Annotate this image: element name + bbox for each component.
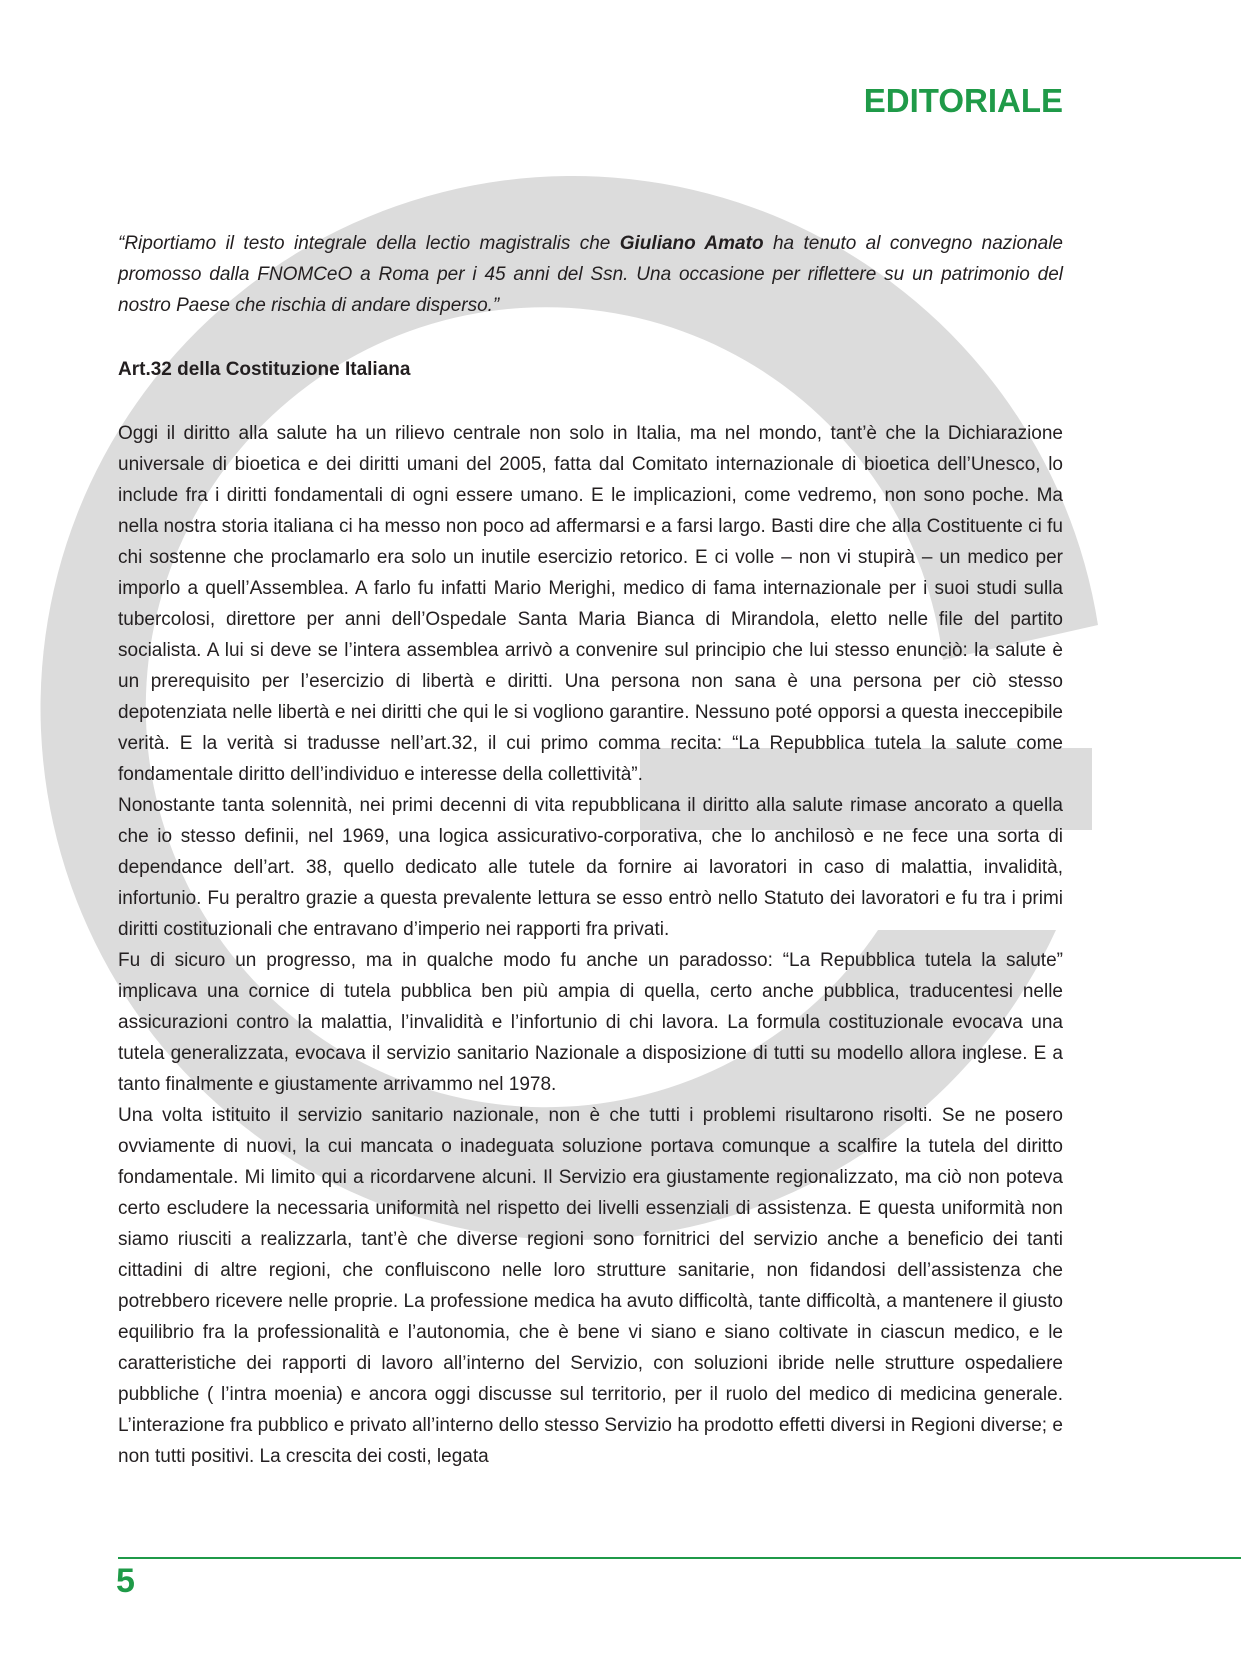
intro-author: Giuliano Amato bbox=[619, 233, 764, 254]
article-paragraph: Nonostante tanta solennità, nei primi decenni di vita repubblicana il diritto alla salute rimase ancorato a quella che io stesso definii, nel 1969, una logica assicurativo-corporativa, che lo anchilosò e ne fece una sorta di dependance dell’art. 38, quello dedicato alle tutele da fornire ai lavoratori in caso di malattia, invalidità, infortunio. Fu peraltro grazie a questa prevalente lettura se esso entrò nello Statuto dei lavoratori e fu tra i primi diritti costituzionali che entravano d’imperio nei rapporti fra privati. bbox=[118, 795, 1063, 940]
intro-text-before: “Riportiamo il testo integrale della lectio magistralis che bbox=[118, 233, 620, 254]
page-number: 5 bbox=[116, 1562, 135, 1600]
intro-text-after: ha tenuto al convegno nazionale promosso dalla FNOMCeO a Roma per i 45 anni del Ssn. Una occasione per riflettere su un patrimonio del nostro Paese che rischia di andare disperso.” bbox=[118, 233, 1063, 316]
intro-quote bbox=[118, 228, 1063, 321]
article-heading: Art.32 della Costituzione Italiana bbox=[118, 359, 411, 380]
article-paragraph: Fu di sicuro un progresso, ma in qualche modo fu anche un paradosso: “La Repubblica tutela la salute” implicava una cornice di tutela pubblica ben più ampia di quella, certo anche pubblica, traducentesi nelle assicurazioni contro la malattia, l’invalidità e l’infortunio di chi lavora. La formula costituzionale evocava una tutela generalizzata, evocava il servizio sanitario Nazionale a disposizione di tutti su modello allora inglese. E a tanto finalmente e giustamente arrivammo nel 1978. bbox=[118, 950, 1063, 1095]
article-body bbox=[118, 418, 1063, 1472]
footer-divider bbox=[118, 1557, 1241, 1559]
article-paragraph: Oggi il diritto alla salute ha un rilievo centrale non solo in Italia, ma nel mondo, tant’è che la Dichiarazione universale di bioetica e dei diritti umani del 2005, fatta dal Comitato internazionale di bioetica dell’Unesco, lo include fra i diritti fondamentali di ogni essere umano. E le implicazioni, come vedremo, non sono poche. Ma nella nostra storia italiana ci ha messo non poco ad affermarsi e a farsi largo. Basti dire che alla Costituente ci fu chi sostenne che proclamarlo era solo un inutile esercizio retorico. E ci volle – non vi stupirà – un medico per imporlo a quell’Assemblea. A farlo fu infatti Mario Merighi, medico di fama internazionale per i suoi studi sulla tubercolosi, direttore per anni dell’Ospedale Santa Maria Bianca di Mirandola, eletto nelle file del partito socialista. A lui si deve se l’intera assemblea arrivò a convenire sul principio che lui stesso enunciò: la salute è un prerequisito per l’esercizio di libertà e diritti. Una persona non sana è una persona per ciò stesso depotenziata nelle libertà e nei diritti che qui le si vogliono garantire. Nessuno poté opporsi a questa ineccepibile verità. E la verità si tradusse nell’art.32, il cui primo comma recita: “La Repubblica tutela la salute come fondamentale diritto dell’individuo e interesse della collettività”. bbox=[118, 423, 1063, 785]
section-title: EDITORIALE bbox=[863, 82, 1063, 119]
article-content bbox=[118, 228, 1063, 1472]
article-paragraph: Una volta istituito il servizio sanitario nazionale, non è che tutti i problemi risultarono risolti. Se ne posero ovviamente di nuovi, la cui mancata o inadeguata soluzione portava comunque a scalfire la tutela del diritto fondamentale. Mi limito qui a ricordarvene alcuni. Il Servizio era giustamente regionalizzato, ma ciò non poteva certo escludere la necessaria uniformità nel rispetto dei livelli essenziali di assistenza. E questa uniformità non siamo riusciti a realizzarla, tant’è che diverse regioni sono fornitrici del servizio anche a beneficio dei tanti cittadini di altre regioni, che confluiscono nelle loro strutture sanitarie, non fidandosi dell’assistenza che potrebbero ricevere nelle proprie. La professione medica ha avuto difficoltà, tante difficoltà, a mantenere il giusto equilibrio fra la professionalità e l’autonomia, che è bene vi siano e siano coltivate in ciascun medico, e le caratteristiche dei rapporti di lavoro all’interno del Servizio, con soluzioni ibride nelle strutture ospedaliere pubbliche ( l’intra moenia) e ancora oggi discusse sul territorio, per il ruolo del medico di medicina generale. L’interazione fra pubblico e privato all’interno dello stesso Servizio ha prodotto effetti diversi in Regioni diverse; e non tutti positivi. La crescita dei costi, legata bbox=[118, 1105, 1063, 1467]
